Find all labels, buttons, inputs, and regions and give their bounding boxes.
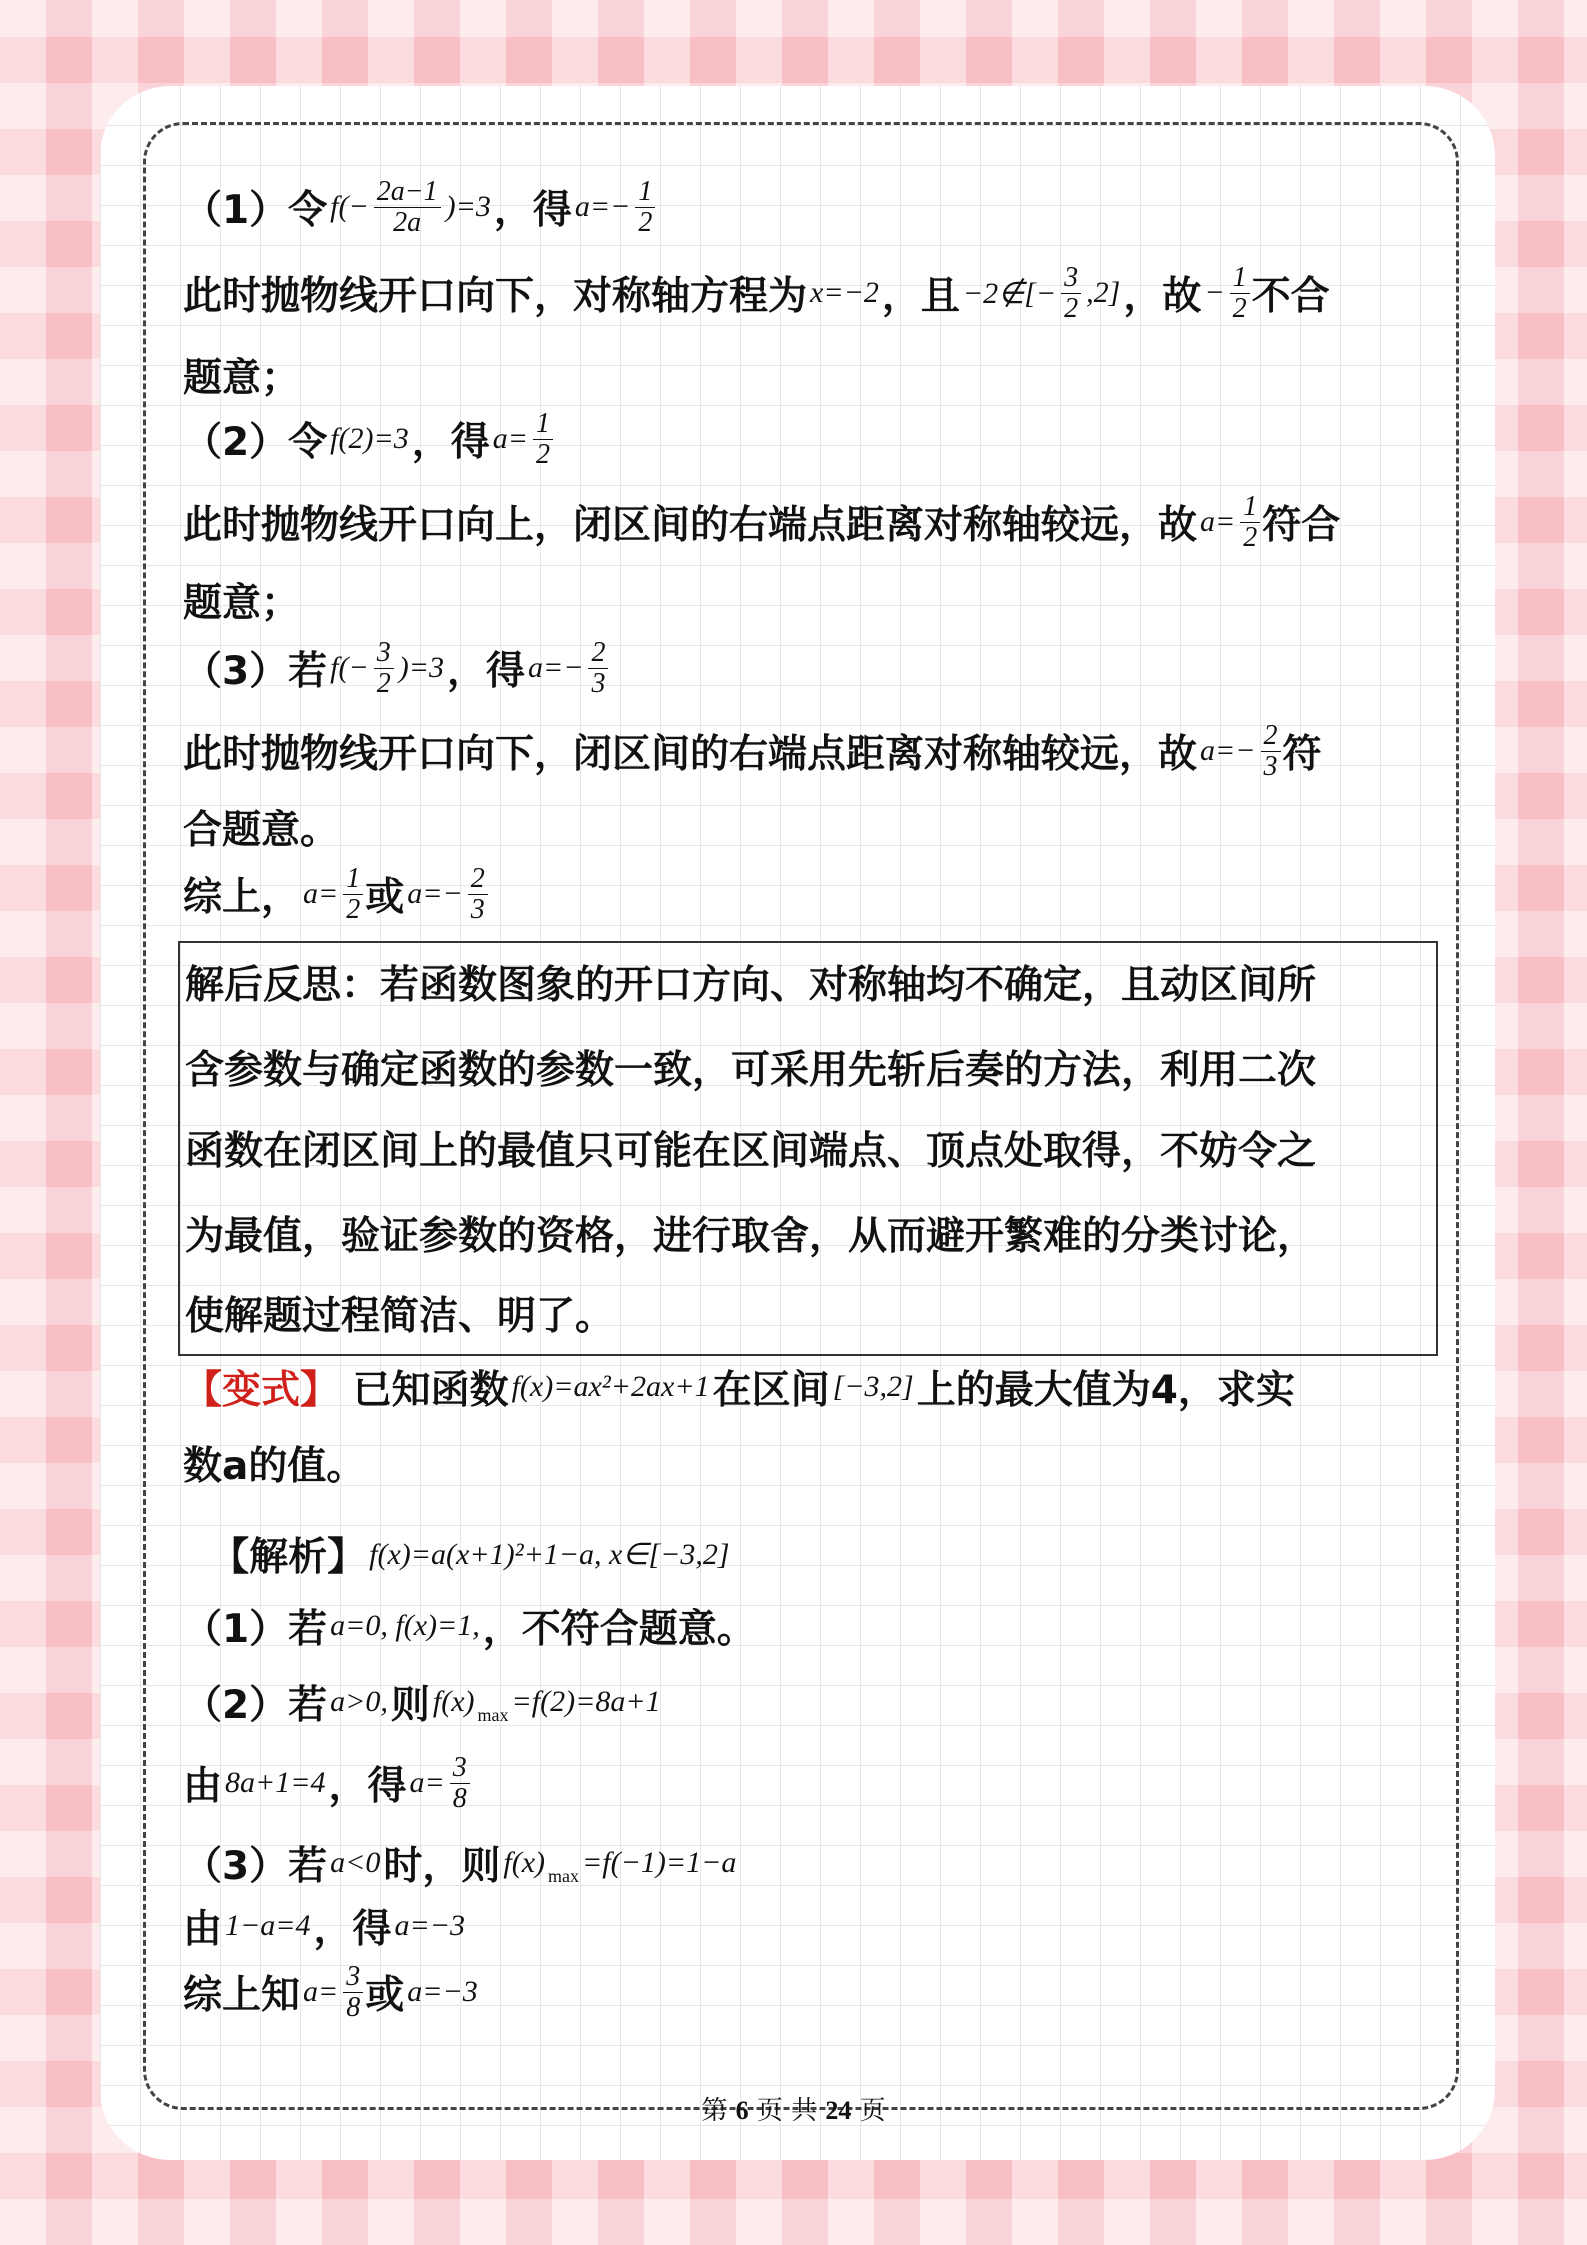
text: （1）若 (183, 1607, 328, 1652)
text: 含参数与确定函数的参数一致，可采用先斩后奏的方法，利用二次 (185, 1048, 1317, 1093)
math-expression: a<0 (330, 1846, 381, 1879)
fraction (1261, 721, 1281, 781)
math-expression: 1−a=4 (225, 1909, 311, 1942)
text: 则 (390, 1683, 430, 1728)
text-line (185, 1118, 1316, 1178)
text: （2）若 (183, 1683, 328, 1728)
text: 综上， (183, 875, 301, 920)
text-line (183, 1672, 664, 1732)
text: 由 (183, 1764, 223, 1809)
fraction (343, 1962, 363, 2022)
text: ，不符合题意。 (482, 1607, 756, 1652)
text: 不合 (1251, 274, 1330, 319)
text-line (183, 1596, 756, 1656)
numerator: 1 (635, 177, 655, 207)
text: 符 (1282, 732, 1322, 777)
fraction (450, 1753, 470, 1813)
math-expression: a=− (527, 651, 584, 684)
fraction (374, 177, 441, 237)
fraction (1230, 263, 1250, 323)
numerator: 1 (1240, 492, 1260, 522)
text-line (183, 263, 1330, 323)
text-line (183, 1524, 733, 1584)
text-line (183, 1962, 481, 2022)
footer-prefix: 第 (701, 2096, 728, 2126)
text: 解后反思：若函数图象的开口方向、对称轴均不确定，且动区间所 (185, 963, 1317, 1008)
fraction (374, 638, 394, 698)
text-line (185, 1037, 1316, 1097)
fraction (1061, 263, 1081, 323)
denominator: 2 (1243, 521, 1258, 553)
text: 上的最大值为4，求实 (916, 1368, 1295, 1413)
math-expression: 8a+1=4 (225, 1766, 326, 1799)
math-expression: f(x)=a(x+1)²+1−a, x∈[−3,2] (369, 1537, 730, 1571)
text: ，故 (1123, 274, 1202, 319)
text-line (185, 1203, 1316, 1263)
text-line (183, 1753, 472, 1813)
numerator: 1 (1230, 263, 1250, 293)
fraction (468, 864, 488, 924)
numerator: 3 (374, 638, 394, 668)
text: 为最值，验证参数的资格，进行取舍，从而避开繁难的分类讨论， (185, 1214, 1317, 1259)
math-expression: a=− (407, 877, 463, 910)
math-expression: a=−3 (407, 1975, 478, 2008)
math-expression: f(− (330, 190, 369, 223)
text-line (183, 1433, 365, 1493)
fraction (635, 177, 655, 237)
footer-suffix: 页 (859, 2096, 886, 2126)
math-expression: a= (303, 877, 339, 910)
fraction (343, 864, 363, 924)
text: 或 (365, 1973, 405, 2018)
numerator: 3 (450, 1753, 470, 1783)
total-pages: 24 (825, 2096, 852, 2125)
math-expression: a= (303, 1975, 339, 2008)
text: 综上知 (183, 1973, 301, 2018)
text-line (183, 1833, 739, 1893)
text: 在区间 (712, 1368, 830, 1413)
text-line (183, 797, 339, 857)
denominator: 3 (591, 667, 606, 699)
text: 时，则 (383, 1844, 501, 1889)
math-expression: a=0, f(x)=1, (330, 1609, 480, 1642)
denominator: 8 (452, 1782, 467, 1814)
math-expression: a= (409, 1766, 445, 1799)
text: （3）若 (183, 1844, 328, 1889)
denominator: 2 (1232, 292, 1247, 324)
math-expression: ,2] (1086, 276, 1121, 309)
numerator: 2 (588, 638, 608, 668)
text-line (183, 492, 1340, 552)
text-line (183, 1896, 468, 1956)
math-expression: f(x)=ax²+2ax+1 (511, 1370, 710, 1403)
text: （1）令 (183, 188, 328, 233)
math-expression: a>0, (330, 1685, 388, 1718)
text: ，得 (446, 649, 525, 694)
denominator: 3 (1263, 750, 1278, 782)
text: 函数在闭区间上的最值只可能在区间端点、顶点处取得，不妨令之 (185, 1129, 1317, 1174)
math-expression: )=3 (398, 651, 444, 684)
denominator: 2 (346, 893, 361, 925)
text: 此时抛物线开口向上，闭区间的右端点距离对称轴较远，故 (183, 503, 1198, 548)
text-line (183, 864, 490, 924)
denominator: 8 (346, 1991, 361, 2023)
math-expression: a=−3 (394, 1909, 466, 1942)
numerator: 1 (533, 409, 553, 439)
fraction (588, 638, 608, 698)
text: （2）令 (183, 420, 328, 465)
math-expression: − (1204, 276, 1225, 309)
subscript: max (477, 1705, 509, 1725)
text: 此时抛物线开口向下，对称轴方程为 (183, 274, 808, 319)
text-line (183, 721, 1322, 781)
math-expression: a= (1200, 505, 1236, 538)
text: 或 (365, 875, 405, 920)
text: 题意； (183, 356, 301, 401)
denominator: 2 (376, 667, 391, 699)
text: 【解析】 (183, 1535, 367, 1580)
page-number: 6 (735, 2096, 749, 2125)
text-line (183, 638, 610, 698)
text-line (185, 952, 1316, 1012)
math-expression: a=− (574, 190, 631, 223)
math-expression: =f(−1)=1−a (582, 1846, 737, 1879)
numerator: 1 (343, 864, 363, 894)
math-expression: x=−2 (810, 276, 879, 309)
fraction (1240, 492, 1260, 552)
footer-middle: 页 共 (756, 2096, 818, 2126)
text: （3）若 (183, 649, 328, 694)
text: 合题意。 (183, 808, 340, 853)
numerator: 3 (343, 1962, 363, 1992)
math-expression: f(− (330, 651, 369, 684)
text-line (185, 1283, 614, 1343)
subscript: max (548, 1866, 580, 1886)
numerator: 2a−1 (374, 177, 441, 207)
denominator: 2a (393, 206, 422, 238)
text: 题意； (183, 581, 301, 626)
denominator: 2 (638, 206, 653, 238)
math-expression: f(x) (503, 1846, 546, 1879)
math-expression: f(2)=3 (330, 422, 409, 455)
math-expression: f(x) (432, 1685, 475, 1718)
text: ，得 (313, 1907, 392, 1952)
math-expression: [−3,2] (832, 1370, 914, 1403)
text: 此时抛物线开口向下，闭区间的右端点距离对称轴较远，故 (183, 732, 1198, 777)
text: ，得 (411, 420, 490, 465)
math-expression: )=3 (445, 190, 491, 223)
text: 由 (183, 1907, 223, 1952)
math-expression: =f(2)=8a+1 (511, 1685, 661, 1718)
math-expression: −2∉[− (962, 276, 1057, 310)
math-expression: a= (492, 422, 528, 455)
numerator: 2 (1261, 721, 1281, 751)
page-footer (0, 2090, 1587, 2127)
numerator: 2 (468, 864, 488, 894)
denominator: 2 (535, 438, 550, 470)
text: ，且 (881, 274, 960, 319)
text-line (183, 345, 300, 405)
text: ，得 (493, 188, 572, 233)
text-line (183, 570, 300, 630)
text: 数a的值。 (183, 1444, 366, 1489)
text-line (183, 1357, 1295, 1417)
variant-label: 【变式】 (183, 1368, 340, 1413)
denominator: 3 (470, 893, 485, 925)
text: 已知函数 (339, 1368, 509, 1413)
math-expression: a=− (1200, 734, 1256, 767)
text: ，得 (328, 1764, 407, 1809)
text-line (183, 409, 555, 469)
text: 符合 (1262, 503, 1341, 548)
text: 使解题过程简洁、明了。 (185, 1294, 615, 1339)
numerator: 3 (1061, 263, 1081, 293)
denominator: 2 (1064, 292, 1079, 324)
fraction (533, 409, 553, 469)
text-line (183, 177, 657, 237)
